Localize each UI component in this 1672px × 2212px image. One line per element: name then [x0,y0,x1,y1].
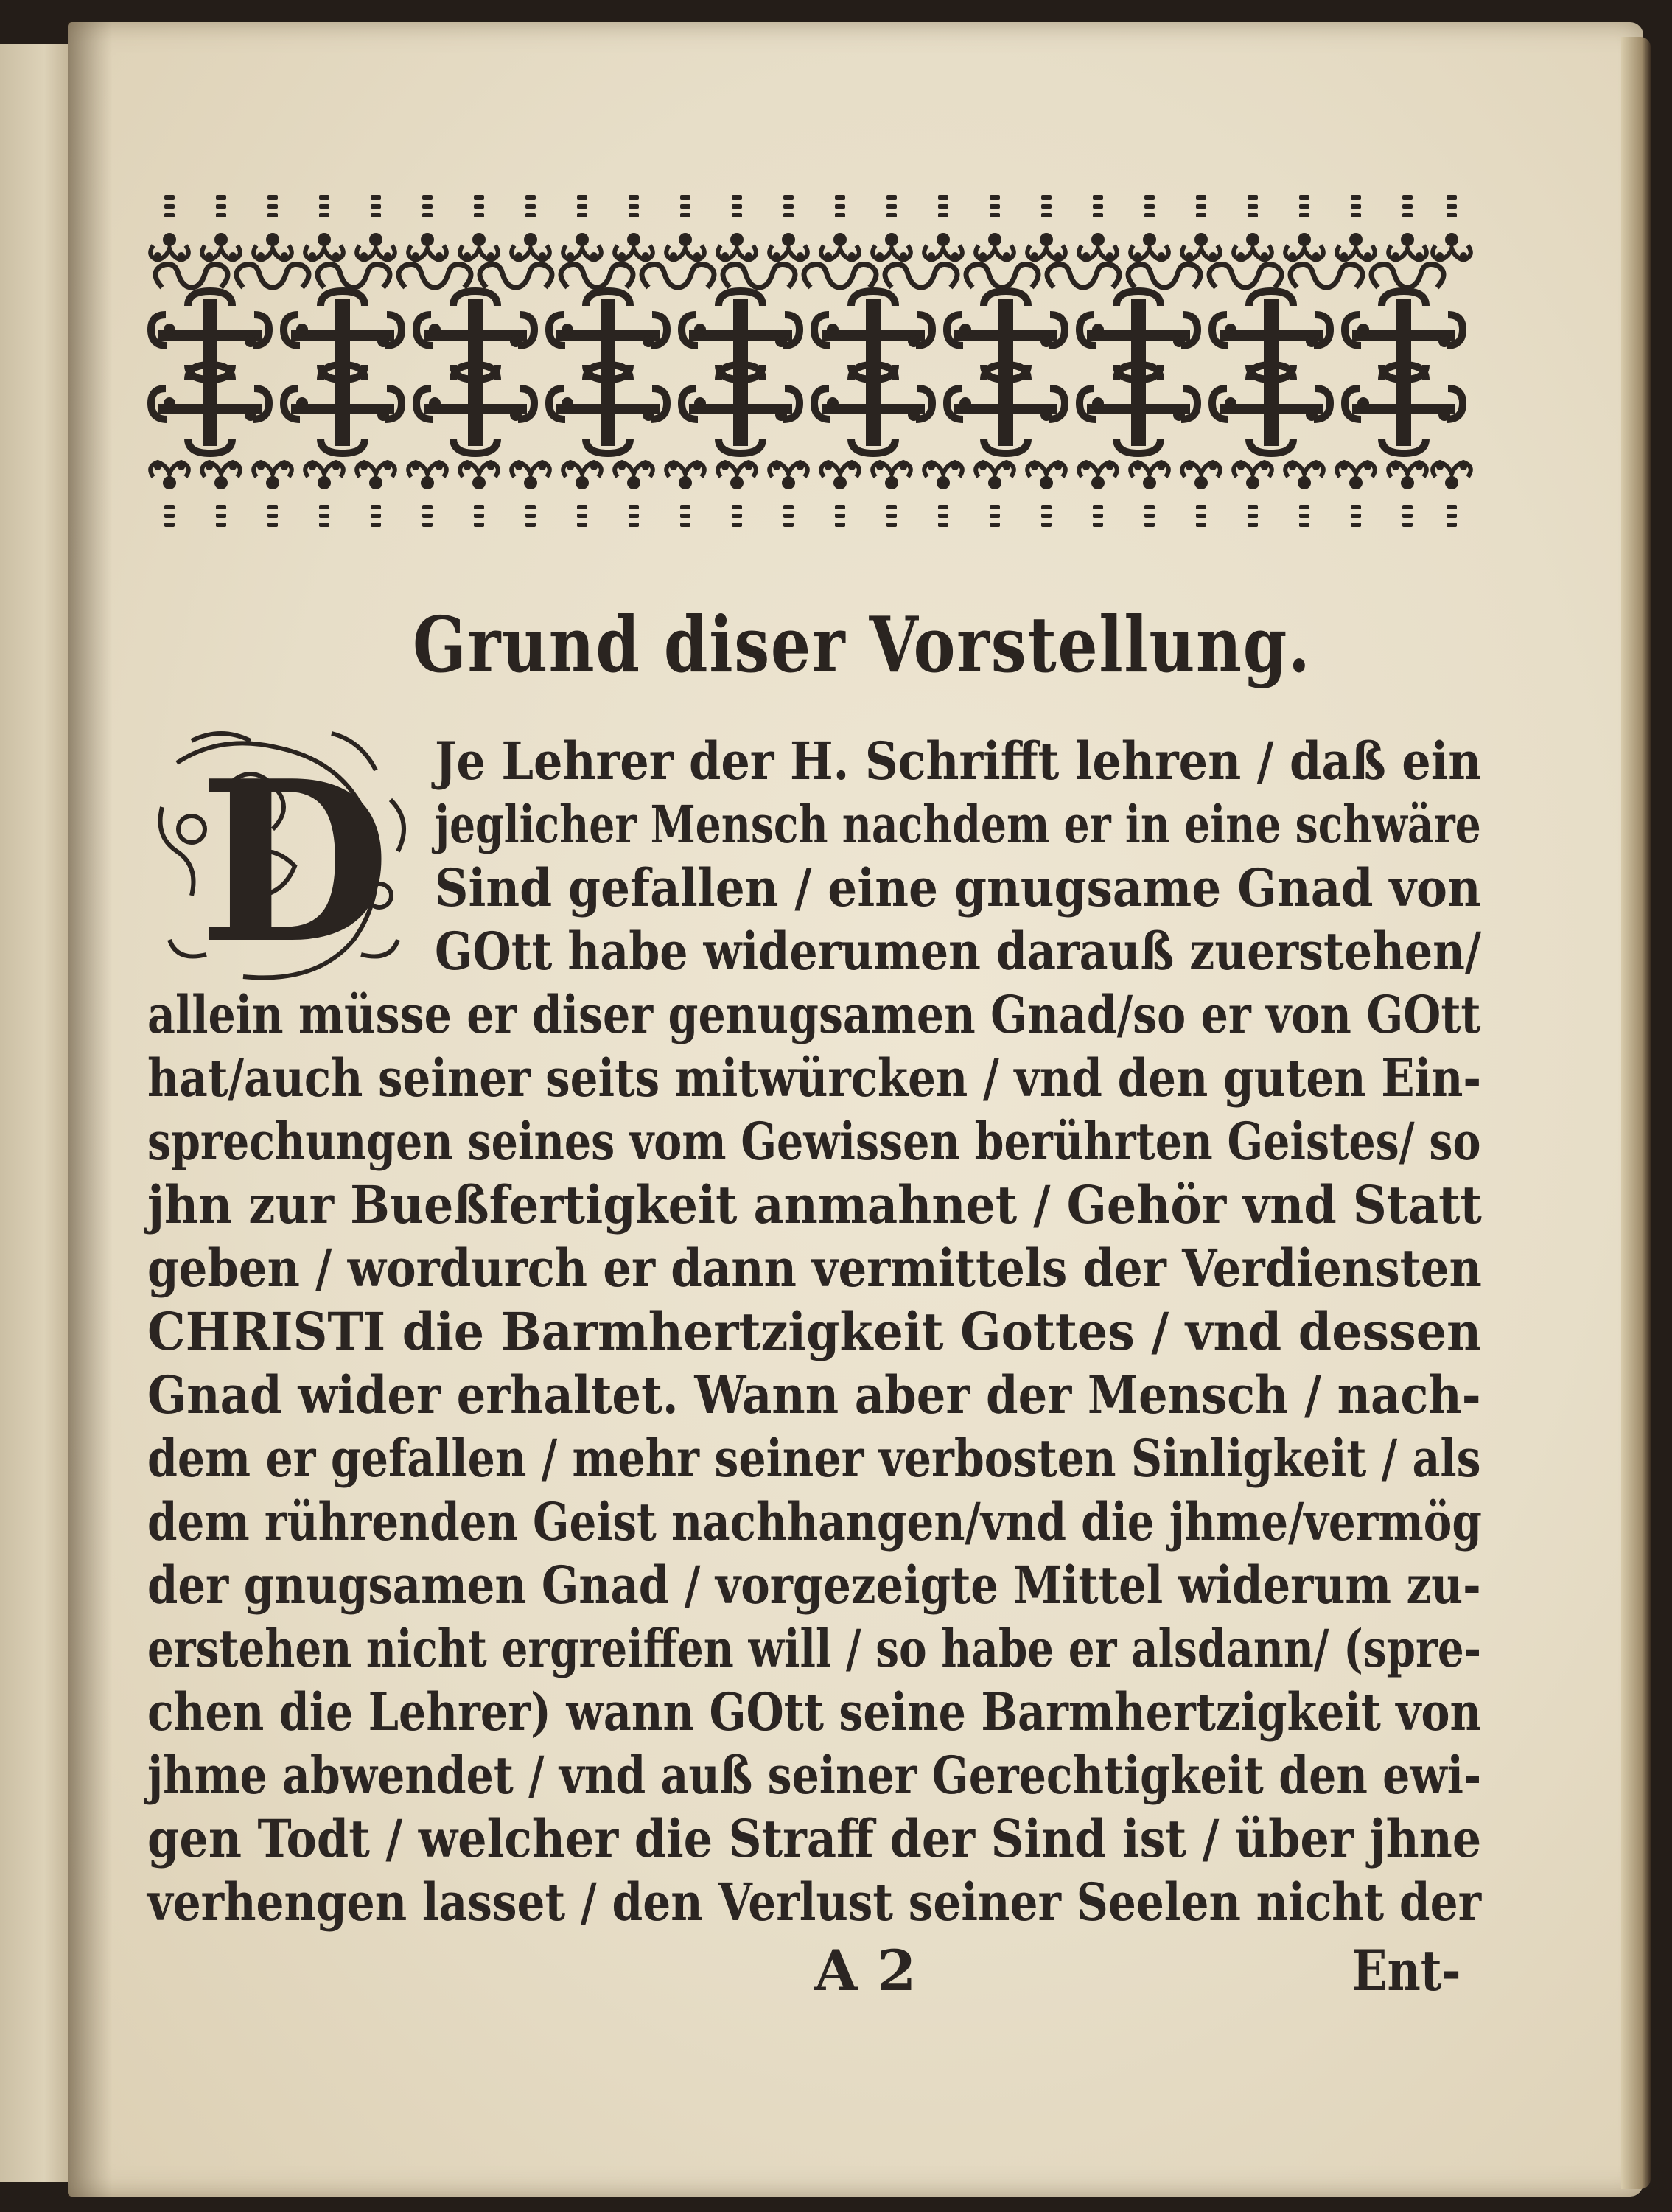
spine-shadow [68,22,112,2197]
body-line-10: CHRISTI die Barmhertzigkeit Gottes / vnd dessen [147,1301,1482,1362]
body-line-1: Je Lehrer der H. Schrifft lehren / daß ein [435,730,1482,792]
drop-cap-initial [147,719,420,991]
body-line-17: jhme abwendet / vnd auß seiner Gerechtigkeit den ewi- [147,1745,1482,1806]
body-line-9: geben / wordurch er dann vermittels der Verdiensten [147,1238,1482,1299]
body-line-19: verhengen lasset / den Verlust seiner Seelen nicht der [147,1871,1482,1933]
body-line-13: dem rührenden Geist nachhangen/vnd die jhme/vermög [147,1491,1482,1552]
catchword: Ent- [1352,1938,1461,2003]
headpiece-ornament [147,181,1474,549]
body-line-4: GOtt habe widerumen darauß zuerstehen/ [435,921,1481,982]
body-line-14: der gnugsamen Gnad / vorgezeigte Mittel widerum zu- [147,1555,1481,1616]
body-line-15: erstehen nicht ergreiffen will / so habe er alsdann/ (spre- [147,1618,1482,1679]
body-line-3: Sind gefallen / eine gnugsame Gnad von [435,857,1481,918]
body-line-16: chen die Lehrer) wann GOtt seine Barmhertzigkeit von [147,1681,1482,1742]
drop-cap-letter: D [198,732,391,991]
body-line-18: gen Todt / welcher die Straff der Sind ist / über jhne [147,1808,1482,1869]
body-line-11: Gnad wider erhaltet. Wann aber der Mensch / nach- [147,1364,1481,1426]
section-heading: Grund diser Vorstellung. [413,599,1312,690]
previous-page-edge [0,44,74,2182]
body-line-5: allein müsse er diser genugsamen Gnad/so er von GOtt [147,984,1481,1045]
signature-mark: A 2 [814,1938,917,2003]
body-line-8: jhn zur Bueßfertigkeit anmahnet / Gehör vnd Statt [147,1174,1482,1235]
body-line-7: sprechungen seines vom Gewissen berührten Geistes/ so [147,1111,1481,1172]
body-line-12: dem er gefallen / mehr seiner verbosten Sinligkeit / als [147,1428,1481,1489]
page-fore-edge [1621,37,1651,2189]
body-line-6: hat/auch seiner seits mitwürcken / vnd den guten Ein- [147,1047,1482,1109]
body-line-2: jeglicher Mensch nachdem er in eine schwäre [435,794,1481,855]
